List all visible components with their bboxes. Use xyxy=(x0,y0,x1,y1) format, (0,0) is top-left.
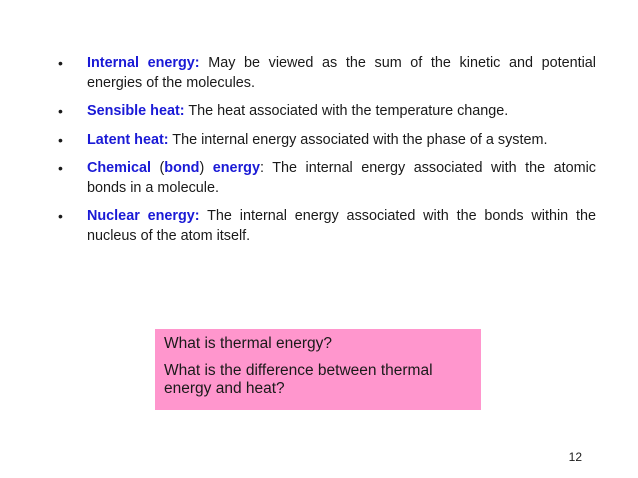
question-thermal-energy: What is thermal energy? xyxy=(164,335,332,352)
term-latent-heat: Latent heat: xyxy=(87,131,169,148)
bullet-chemical-energy xyxy=(58,159,596,198)
term-chemical: Chemical xyxy=(87,160,151,176)
definition-sensible-heat: The heat associated with the temperature change. xyxy=(184,103,509,119)
bullet-internal-energy xyxy=(58,54,596,93)
term-internal-energy: Internal energy: xyxy=(87,55,200,71)
paren-close: ) xyxy=(199,160,213,176)
question-thermal-vs-heat: What is the difference between thermal energy and heat? xyxy=(164,361,433,397)
term-energy: energy xyxy=(212,160,260,176)
paren-open: ( xyxy=(151,160,165,176)
bullet-icon: • xyxy=(58,208,63,224)
definition-latent-heat: The internal energy associated with the phase of a system. xyxy=(168,131,548,148)
bullet-icon: • xyxy=(58,55,63,71)
bullet-icon: • xyxy=(58,103,63,119)
bullet-sensible-heat xyxy=(58,102,596,122)
bullet-latent-heat xyxy=(58,131,596,151)
definition-chemical-energy: : The internal energy associated with the atomic bonds in a molecule. xyxy=(87,160,596,196)
question-callout-box xyxy=(155,329,481,410)
bullet-icon: • xyxy=(58,131,63,148)
term-nuclear-energy: Nuclear energy: xyxy=(87,208,200,224)
bullet-icon: • xyxy=(58,160,63,176)
definition-internal-energy: May be viewed as the sum of the kinetic and potential energies of the molecules. xyxy=(87,55,596,91)
term-sensible-heat: Sensible heat: xyxy=(87,103,185,119)
bullet-nuclear-energy xyxy=(58,207,596,246)
term-bond: bond xyxy=(164,160,200,176)
bullet-list xyxy=(58,54,596,255)
page-number: 12 xyxy=(568,450,582,464)
definition-nuclear-energy: The internal energy associated with the bonds within the nucleus of the atom itself. xyxy=(87,208,596,244)
